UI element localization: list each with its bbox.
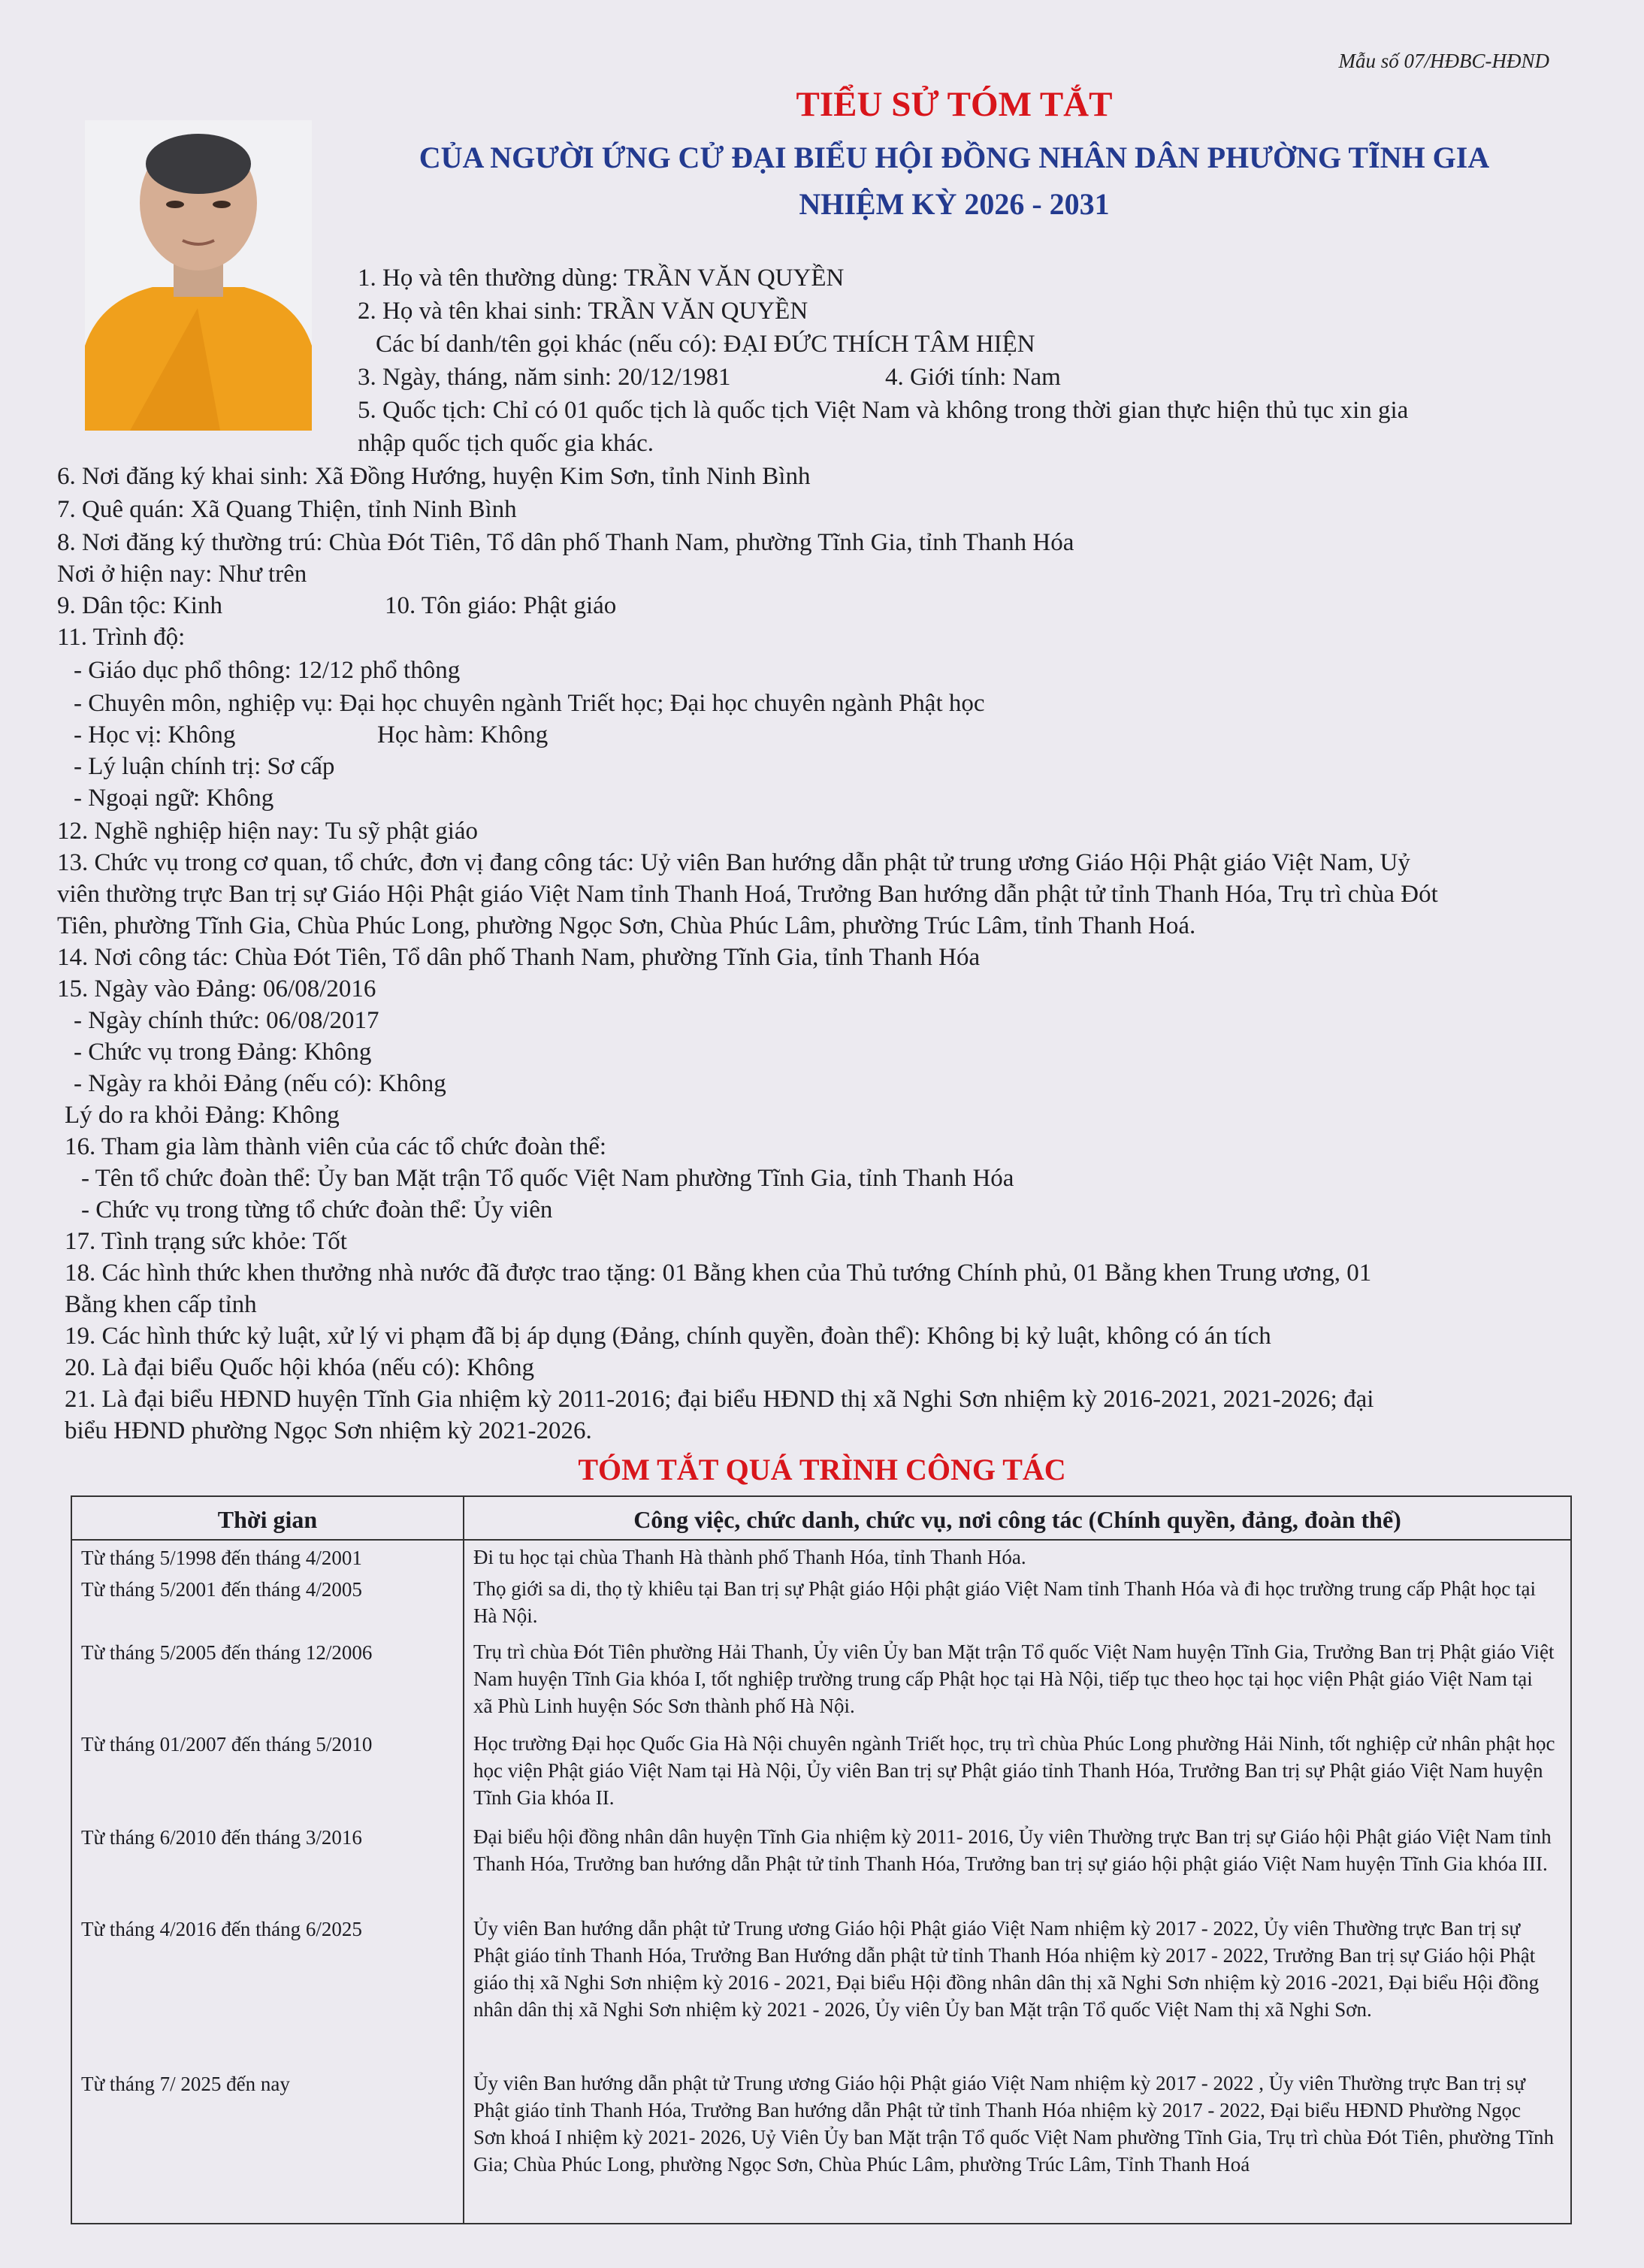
positions-line-2: viên thường trực Ban trị sự Giáo Hội Phật giáo Việt Nam tỉnh Thanh Hoá, Trưởng Ban hướng dẫn phật tử tỉnh Thanh Hóa, Trụ trì chùa Đót bbox=[57, 881, 1438, 908]
work-history-table bbox=[71, 1495, 1572, 2224]
nationality: 5. Quốc tịch: Chỉ có 01 quốc tịch là quốc tịch Việt Nam và không trong thời gian thực hiện thủ tục xin gia bbox=[358, 397, 1409, 424]
foreign-language: - Ngoại ngữ: Không bbox=[74, 785, 274, 812]
table-row-description: Ủy viên Ban hướng dẫn phật tử Trung ương Giáo hội Phật giáo Việt Nam nhiệm kỳ 2017 - 2022 , Ủy viên Thường trực Ban trị sự Phật giáo tỉnh Thanh Hóa, Trưởng Ban hướng dẫn Phật tử tỉnh Thanh Hóa nhiệm kỳ 2017 - 2022, Đại biểu HĐND Phường Ngọc Sơn khoá I nhiệm kỳ 2021- 2026, Uỷ Viên Ủy ban Mặt trận Tổ quốc Việt Nam phường Tĩnh Gia, Trụ trì chùa Đót Tiên, phường Tĩnh Gia; Chùa Phúc Long, phường Ngọc Sơn, Chùa Phúc Lâm, phường Trúc Lâm, Tỉnh Thanh Hoá bbox=[473, 2072, 1555, 2176]
health-status: 17. Tình trạng sức khỏe: Tốt bbox=[65, 1228, 347, 1255]
hometown: 7. Quê quán: Xã Quang Thiện, tỉnh Ninh Bình bbox=[57, 496, 517, 523]
column-divider bbox=[463, 1497, 464, 2223]
birth-registration: 6. Nơi đăng ký khai sinh: Xã Đồng Hướng, huyện Kim Sơn, tỉnh Ninh Bình bbox=[57, 463, 811, 490]
table-row-time: Từ tháng 4/2016 đến tháng 6/2025 bbox=[81, 1918, 362, 1940]
national-assembly-delegate: 20. Là đại biểu Quốc hội khóa (nếu có): Không bbox=[65, 1354, 535, 1381]
workplace: 14. Nơi công tác: Chùa Đót Tiên, Tổ dân phố Thanh Nam, phường Tĩnh Gia, tỉnh Thanh Hóa bbox=[57, 944, 981, 971]
column-header-description: Công việc, chức danh, chức vụ, nơi công tác (Chính quyền, đảng, đoàn thể) bbox=[633, 1506, 1401, 1533]
council-delegate-line-1: 21. Là đại biểu HĐND huyện Tĩnh Gia nhiệm kỳ 2011-2016; đại biểu HĐND thị xã Nghi Sơn nhiệm kỳ 2016-2021, 2021-2026; đại bbox=[65, 1386, 1374, 1413]
column-header-time: Thời gian bbox=[217, 1506, 318, 1533]
organization-position: - Chức vụ trong từng tổ chức đoàn thể: Ủy viên bbox=[81, 1196, 553, 1223]
gender: 4. Giới tính: Nam bbox=[885, 364, 1061, 391]
aliases: Các bí danh/tên gọi khác (nếu có): ĐẠI ĐỨC THÍCH TÂM HIỆN bbox=[376, 331, 1035, 358]
academic-title: Học hàm: Không bbox=[377, 721, 549, 748]
positions-line-1: 13. Chức vụ trong cơ quan, tổ chức, đơn vị đang công tác: Uỷ viên Ban hướng dẫn phật tử trung ương Giáo Hội Phật giáo Việt Nam, Uỷ bbox=[57, 849, 1410, 876]
term-title: NHIỆM KỲ 2026 - 2031 bbox=[799, 187, 1110, 221]
header-divider bbox=[72, 1539, 1570, 1541]
portrait-icon bbox=[85, 120, 312, 431]
specialization: - Chuyên môn, nghiệp vụ: Đại học chuyên ngành Triết học; Đại học chuyên ngành Phật học bbox=[74, 690, 985, 717]
table-row-time: Từ tháng 7/ 2025 đến nay bbox=[81, 2073, 290, 2095]
table-row-time: Từ tháng 5/1998 đến tháng 4/2001 bbox=[81, 1547, 362, 1569]
table-row-time: Từ tháng 01/2007 đến tháng 5/2010 bbox=[81, 1733, 373, 1755]
common-name: 1. Họ và tên thường dùng: TRẦN VĂN QUYỀN bbox=[358, 265, 845, 292]
party-join-date: 15. Ngày vào Đảng: 06/08/2016 bbox=[57, 975, 376, 1002]
party-official-date: - Ngày chính thức: 06/08/2017 bbox=[74, 1007, 379, 1034]
organizations-heading: 16. Tham gia làm thành viên của các tổ chức đoàn thể: bbox=[65, 1133, 607, 1160]
birth-name: 2. Họ và tên khai sinh: TRẦN VĂN QUYỀN bbox=[358, 298, 808, 325]
date-of-birth: 3. Ngày, tháng, năm sinh: 20/12/1981 bbox=[358, 364, 731, 391]
positions-line-3: Tiên, phường Tĩnh Gia, Chùa Phúc Long, phường Ngọc Sơn, Chùa Phúc Lâm, phường Trúc Lâm, tỉnh Thanh Hoá. bbox=[57, 912, 1196, 939]
council-delegate-line-2: biểu HĐND phường Ngọc Sơn nhiệm kỳ 2021-2026. bbox=[65, 1417, 592, 1444]
form-code: Mẫu số 07/HĐBC-HĐND bbox=[1338, 50, 1549, 72]
education-heading: 11. Trình độ: bbox=[57, 624, 186, 651]
table-row-time: Từ tháng 5/2001 đến tháng 4/2005 bbox=[81, 1578, 362, 1601]
table-row-description: Đi tu học tại chùa Thanh Hà thành phố Thanh Hóa, tỉnh Thanh Hóa. bbox=[473, 1546, 1026, 1568]
religion: 10. Tôn giáo: Phật giáo bbox=[385, 592, 617, 619]
party-position: - Chức vụ trong Đảng: Không bbox=[74, 1039, 372, 1066]
discipline: 19. Các hình thức kỷ luật, xử lý vi phạm đã bị áp dụng (Đảng, chính quyền, đoàn thể): Không bị kỷ luật, không có án tích bbox=[65, 1323, 1271, 1350]
political-theory: - Lý luận chính trị: Sơ cấp bbox=[74, 753, 335, 780]
permanent-residence: 8. Nơi đăng ký thường trú: Chùa Đót Tiên, Tổ dân phố Thanh Nam, phường Tĩnh Gia, tỉnh Thanh Hóa bbox=[57, 529, 1074, 556]
party-leave-reason: Lý do ra khỏi Đảng: Không bbox=[65, 1102, 340, 1129]
document-subtitle: CỦA NGƯỜI ỨNG CỬ ĐẠI BIỂU HỘI ĐỒNG NHÂN DÂN PHƯỜNG TĨNH GIA bbox=[419, 141, 1490, 174]
table-row-description: Đại biểu hội đồng nhân dân huyện Tĩnh Gia nhiệm kỳ 2011- 2016, Ủy viên Thường trực Ban trị sự Giáo hội Phật giáo Việt Nam tỉnh Thanh Hóa, Trưởng ban hướng dẫn Phật tử tỉnh Thanh Hóa, Trưởng ban trị sự giáo hội phật giáo Việt Nam huyện Tĩnh Gia khóa III. bbox=[473, 1825, 1552, 1875]
table-row-description: Thọ giới sa di, thọ tỳ khiêu tại Ban trị sự Phật giáo Hội phật giáo Việt Nam tỉnh Thanh Hóa và đi học trường trung cấp Phật học tại Hà Nội. bbox=[473, 1577, 1536, 1627]
portrait-photo bbox=[85, 120, 312, 431]
academic-degree: - Học vị: Không bbox=[74, 721, 236, 748]
work-history-title: TÓM TẮT QUÁ TRÌNH CÔNG TÁC bbox=[578, 1453, 1066, 1486]
document-title: TIỂU SỬ TÓM TẮT bbox=[796, 85, 1113, 124]
current-occupation: 12. Nghề nghiệp hiện nay: Tu sỹ phật giáo bbox=[57, 818, 479, 845]
table-row-description: Ủy viên Ban hướng dẫn phật tử Trung ương Giáo hội Phật giáo Việt Nam nhiệm kỳ 2017 - 2022, Ủy viên Thường trực Ban trị sự Phật giáo tỉnh Thanh Hóa, Trưởng Ban Hướng dẫn phật tử tỉnh Thanh Hóa nhiệm kỳ 2017 - 2022, Trưởng Ban trị sự Giáo hội Phật giáo thị xã Nghi Sơn nhiệm kỳ 2016 - 2021, Đại biểu Hội đồng nhân dân thị xã Nghi Sơn nhiệm kỳ 2016 -2021, Đại biểu Hội đồng nhân dân thị xã Nghi Sơn nhiệm kỳ 2021 - 2026, Ủy viên Ủy ban Mặt trận Tổ quốc Việt Nam thị xã Nghi Sơn. bbox=[473, 1917, 1540, 2021]
nationality-cont: nhập quốc tịch quốc gia khác. bbox=[358, 430, 654, 457]
table-row-description: Trụ trì chùa Đót Tiên phường Hải Thanh, Ủy viên Ủy ban Mặt trận Tổ quốc Việt Nam huyện Tĩnh Gia, Trưởng Ban trị Phật giáo Việt Nam huyện Tĩnh Gia khóa I, tốt nghiệp trường trung cấp Phật học tại Hà Nội, tiếp tục theo học tại học viện Phật giáo Việt Nam tại xã Phù Linh huyện Sóc Sơn thành phố Hà Nội. bbox=[473, 1641, 1555, 1717]
awards-line-1: 18. Các hình thức khen thưởng nhà nước đã được trao tặng: 01 Bằng khen của Thủ tướng Chính phủ, 01 Bằng khen Trung ương, 01 bbox=[65, 1259, 1372, 1287]
table-row-time: Từ tháng 5/2005 đến tháng 12/2006 bbox=[81, 1641, 373, 1664]
table-row-time: Từ tháng 6/2010 đến tháng 3/2016 bbox=[81, 1826, 362, 1849]
ethnicity: 9. Dân tộc: Kinh bbox=[57, 592, 222, 619]
party-leave-date: - Ngày ra khỏi Đảng (nếu có): Không bbox=[74, 1070, 446, 1097]
awards-line-2: Bằng khen cấp tỉnh bbox=[65, 1291, 257, 1318]
current-residence: Nơi ở hiện nay: Như trên bbox=[57, 561, 307, 588]
table-row-description: Học trường Đại học Quốc Gia Hà Nội chuyên ngành Triết học, trụ trì chùa Phúc Long phường Hải Ninh, tốt nghiệp cử nhân phật học học viện Phật giáo Việt Nam tại Hà Nội, Ủy viên Ban trị sự Phật giáo tỉnh Thanh Hóa, Trưởng Ban trị sự Phật giáo Việt Nam huyện Tĩnh Gia khóa II. bbox=[473, 1732, 1555, 1809]
general-education: - Giáo dục phổ thông: 12/12 phổ thông bbox=[74, 657, 461, 684]
organization-name: - Tên tổ chức đoàn thể: Ủy ban Mặt trận Tổ quốc Việt Nam phường Tĩnh Gia, tỉnh Thanh Hóa bbox=[81, 1165, 1014, 1192]
